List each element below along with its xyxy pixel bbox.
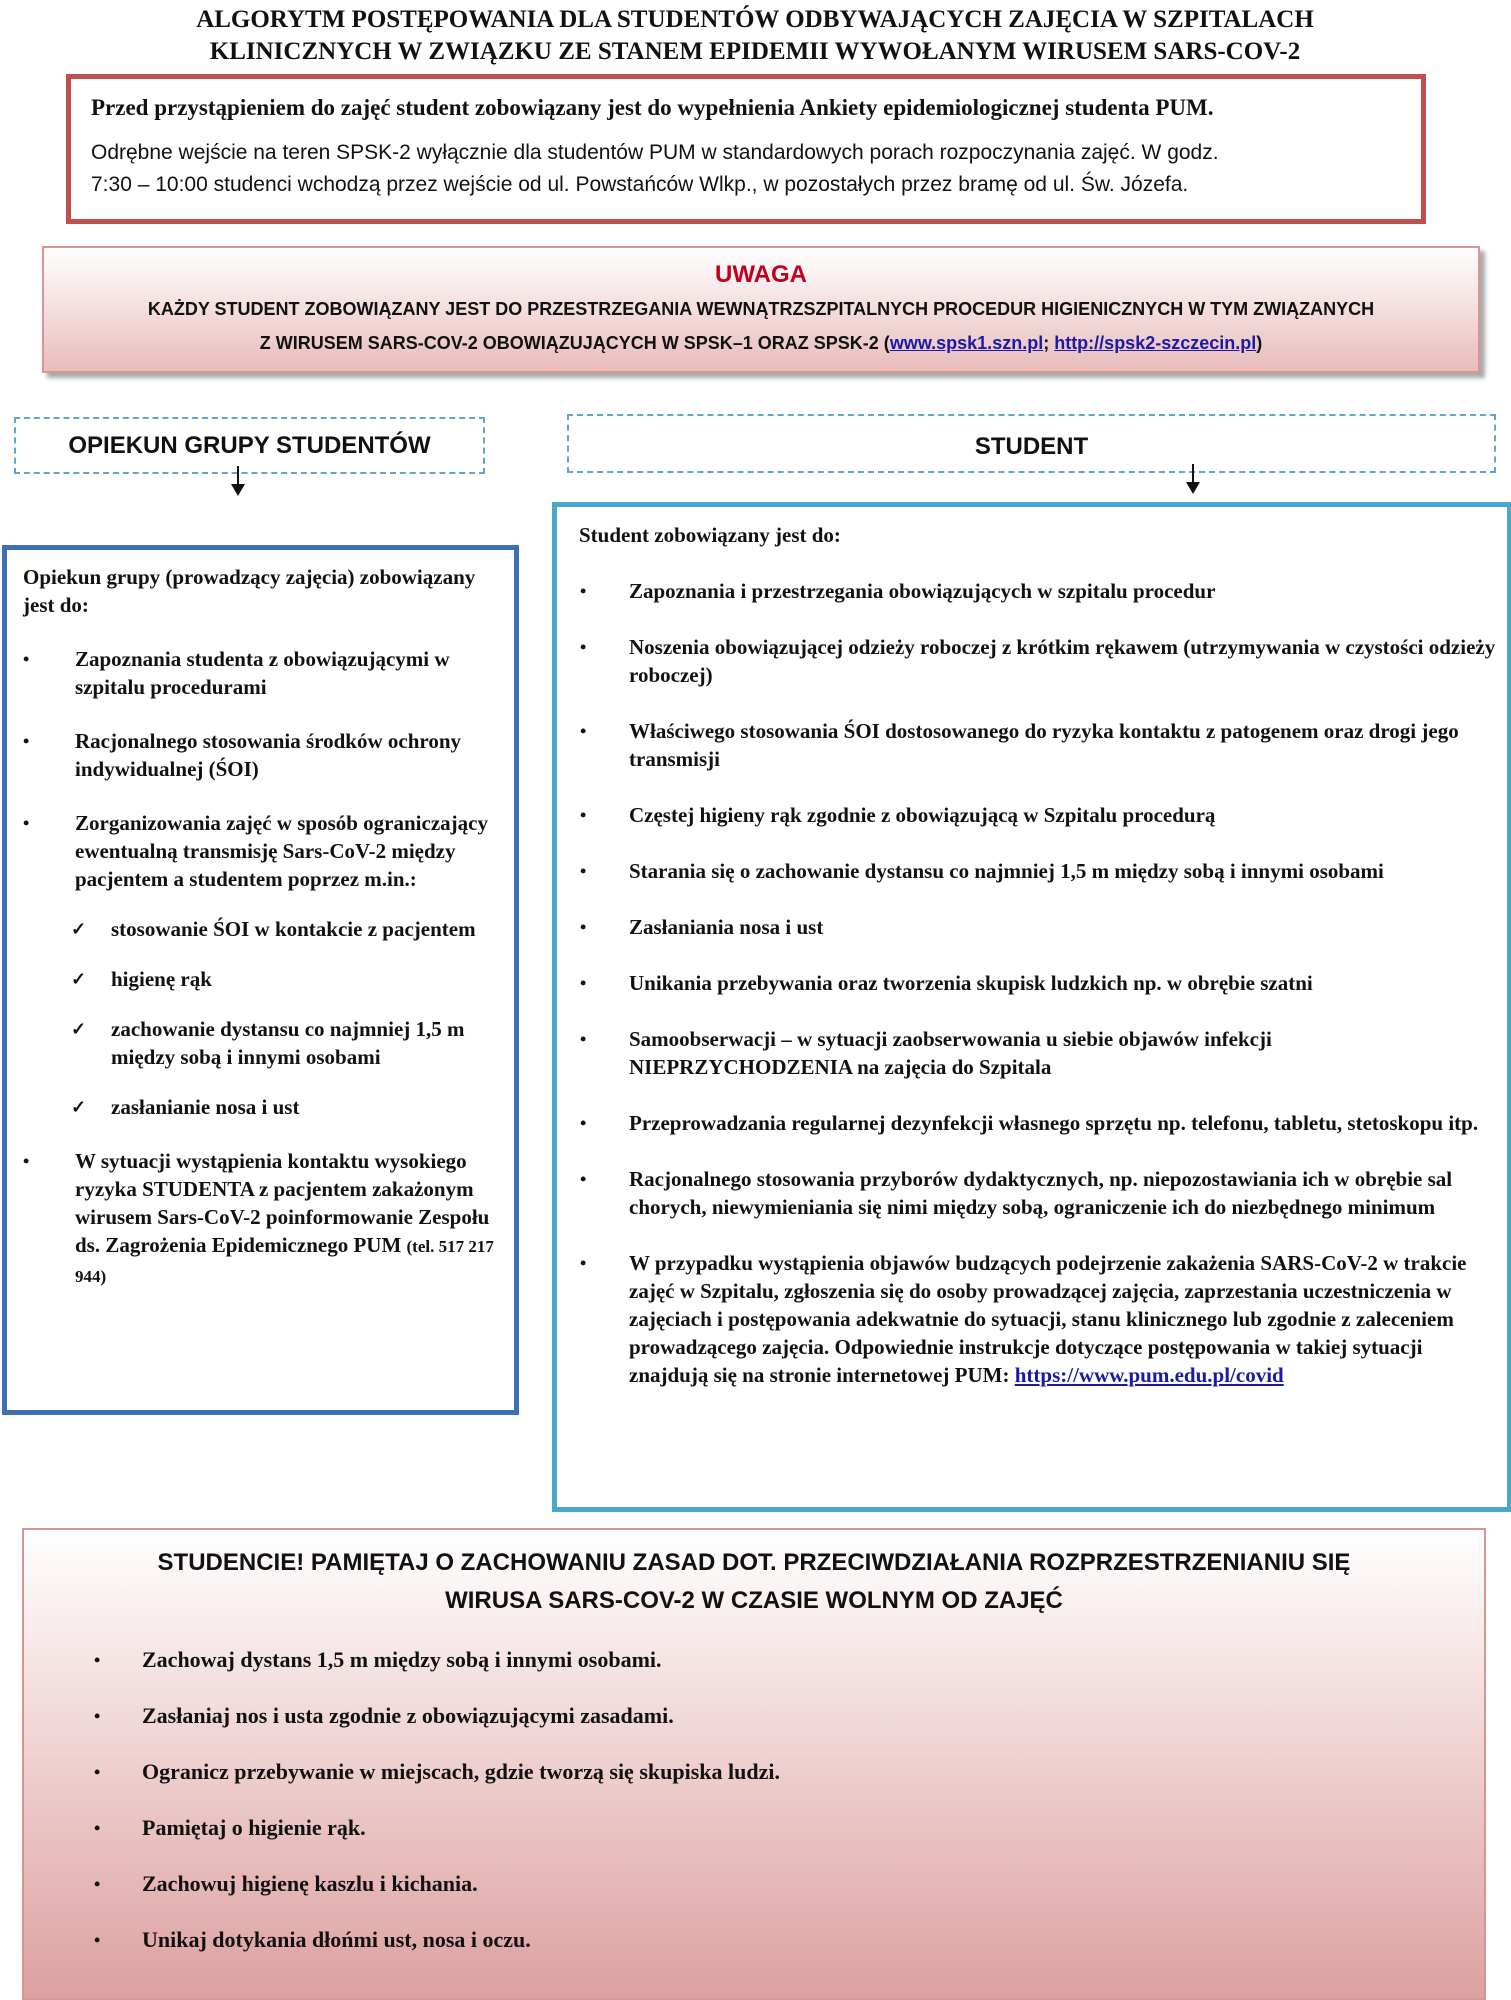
intro-entrance-line-2: 7:30 – 10:00 studenci wchodzą przez wejście od ul. Powstańców Wlkp., w pozostałych przez bramę od ul. Św. Józefa. xyxy=(91,173,1189,196)
contact-phone: (tel. 517 217 944) xyxy=(75,1237,494,1286)
bullet-icon: • xyxy=(94,1818,101,1838)
check-item: ✓ zachowanie dystansu co najmniej 1,5 m między sobą i innymi osobami xyxy=(71,1017,465,1069)
check-item: ✓ stosowanie ŚOI w kontakcie z pacjentem xyxy=(71,917,476,941)
bullet-icon: • xyxy=(580,721,587,741)
list-item: • Unikania przebywania oraz tworzenia skupisk ludzkich np. w obrębie szatni xyxy=(580,971,1313,995)
bullet-icon: • xyxy=(580,1169,587,1189)
list-item: • W sytuacji wystąpienia kontaktu wysokiego ryzyka STUDENTA z pacjentem zakażonym wirusem Sars-CoV-2 poinformowanie Zespołu ds. Zagrożenia Epidemicznego PUM (tel. 517 217 944) xyxy=(23,1149,494,1286)
list-item: • Zapoznania studenta z obowiązującymi w szpitalu procedurami xyxy=(23,647,450,699)
bullet-icon: • xyxy=(94,1650,101,1670)
title-line-1: ALGORYTM POSTĘPOWANIA DLA STUDENTÓW ODBYWAJĄCYCH ZAJĘCIA W SZPITALACH xyxy=(196,6,1314,33)
list-item: • Noszenia obowiązującej odzieży roboczej z krótkim rękawem (utrzymywania w czystości odzieży roboczej) xyxy=(580,635,1496,687)
free-time-heading-line-1: STUDENCIE! PAMIĘTAJ O ZACHOWANIU ZASAD DOT. PRZECIWDZIAŁANIA ROZPRZESTRZENIANIU SIĘ xyxy=(157,1549,1351,1576)
list-item: • Zasłaniaj nos i usta zgodnie z obowiązującymi zasadami. xyxy=(24,1700,1484,1732)
student-header: STUDENT xyxy=(567,414,1496,473)
check-item: ✓ zasłanianie nosa i ust xyxy=(71,1095,300,1119)
warning-line-2-suffix: ) xyxy=(1256,333,1263,353)
bullet-icon: • xyxy=(94,1874,101,1894)
list-item: • Zorganizowania zajęć w sposób ograniczający ewentualną transmisję Sars-CoV-2 między pacjentem a studentem poprzez m.in.: xyxy=(23,811,488,891)
bullet-icon: • xyxy=(580,973,587,993)
supervisor-duties-box xyxy=(2,545,519,1415)
checkmark-icon: ✓ xyxy=(71,1019,87,1039)
pum-covid-link[interactable]: https://www.pum.edu.pl/covid xyxy=(1014,1363,1284,1387)
checkmark-icon: ✓ xyxy=(71,1097,87,1117)
bullet-icon: • xyxy=(580,917,587,937)
free-time-heading xyxy=(24,1544,1484,1620)
group-supervisor-header: OPIEKUN GRUPY STUDENTÓW xyxy=(14,417,485,474)
intro-box xyxy=(66,74,1426,224)
list-item: • Właściwego stosowania ŚOI dostosowanego do ryzyka kontaktu z patogenem oraz drogi jego transmisji xyxy=(580,719,1459,771)
bullet-icon: • xyxy=(23,731,30,751)
free-time-rules-box xyxy=(22,1528,1486,2000)
bullet-icon: • xyxy=(580,1253,587,1273)
bullet-icon: • xyxy=(580,805,587,825)
bullet-icon: • xyxy=(580,861,587,881)
warning-text xyxy=(44,292,1478,360)
bullet-icon: • xyxy=(23,649,30,669)
bullet-icon: • xyxy=(580,637,587,657)
supervisor-duties-list xyxy=(23,645,504,1291)
title-line-2: KLINICZNYCH W ZWIĄZKU ZE STANEM EPIDEMII WYWOŁANYM WIRUSEM SARS-COV-2 xyxy=(209,38,1301,65)
left-arrow-line xyxy=(237,466,239,486)
list-item: • Zachowaj dystans 1,5 m między sobą i innymi osobami. xyxy=(24,1644,1484,1676)
list-item: • Ogranicz przebywanie w miejscach, gdzie tworzą się skupiska ludzi. xyxy=(24,1756,1484,1788)
bullet-icon: • xyxy=(94,1706,101,1726)
check-item: ✓ higienę rąk xyxy=(71,967,212,991)
spsk1-link[interactable]: www.spsk1.szn.pl xyxy=(889,333,1044,353)
warning-box xyxy=(42,246,1480,373)
free-time-heading-line-2: WIRUSA SARS-COV-2 W CZASIE WOLNYM OD ZAJĘĆ xyxy=(445,1587,1063,1614)
free-time-rules-list xyxy=(24,1644,1484,1956)
link-separator: ; xyxy=(1043,333,1055,353)
spsk2-link[interactable]: http://spsk2-szczecin.pl xyxy=(1054,333,1257,353)
list-item: • Zapoznania i przestrzegania obowiązujących w szpitalu procedur xyxy=(580,579,1216,603)
list-item: • Pamiętaj o higienie rąk. xyxy=(24,1812,1484,1844)
list-item: • Przeprowadzania regularnej dezynfekcji własnego sprzętu np. telefonu, tabletu, stetoskopu itp. xyxy=(580,1111,1479,1135)
bullet-icon: • xyxy=(580,1029,587,1049)
list-item: • W przypadku wystąpienia objawów budzących podejrzenie zakażenia SARS-CoV-2 w trakcie zajęć w Szpitalu, zgłoszenia się do osoby prowadzącej zajęcia, zaprzestania uczestniczenia w zajęciach i postępowania adekwatnie do sytuacji, stanu klinicznego lub zgodnie z zaleceniem prowadzącego zajęcia. Odpowiednie instrukcje dotyczące postępowania w takiej sytuacji znajdują się na stronie internetowej PUM: https://www.pum.edu.pl/covid xyxy=(580,1251,1467,1387)
arrow-down-icon xyxy=(231,484,245,496)
page-title xyxy=(60,4,1450,68)
list-item: • Racjonalnego stosowania przyborów dydaktycznych, np. niepozostawiania ich w obrębie sal chorych, niewymieniania się nimi między sobą, ograniczenie ich do niezbędnego minimum xyxy=(580,1167,1453,1219)
checkmark-icon: ✓ xyxy=(71,969,87,989)
bullet-icon: • xyxy=(23,1151,30,1171)
warning-heading: UWAGA xyxy=(715,261,807,288)
list-item: • Starania się o zachowanie dystansu co najmniej 1,5 m między sobą i innymi osobami xyxy=(580,859,1384,883)
bullet-icon: • xyxy=(94,1762,101,1782)
bullet-icon: • xyxy=(94,1930,101,1950)
bullet-icon: • xyxy=(23,813,30,833)
list-item: • Zachowuj higienę kaszlu i kichania. xyxy=(24,1868,1484,1900)
bullet-icon: • xyxy=(580,1113,587,1133)
arrow-down-icon xyxy=(1186,482,1200,494)
student-lead: Student zobowiązany jest do: xyxy=(579,523,841,547)
list-item: • Zasłaniania nosa i ust xyxy=(580,915,824,939)
list-item: • Częstej higieny rąk zgodnie z obowiązującą w Szpitalu procedurą xyxy=(580,803,1216,827)
warning-line-2-prefix: Z WIRUSEM SARS-COV-2 OBOWIĄZUJĄCYCH W SPSK–1 ORAZ SPSK-2 ( xyxy=(259,333,890,353)
right-arrow-line xyxy=(1192,464,1194,484)
list-item: • Samoobserwacji – w sytuacji zaobserwowania u siebie objawów infekcji NIEPRZYCHODZENIA na zajęcia do Szpitala xyxy=(580,1027,1272,1079)
bullet-icon: • xyxy=(580,581,587,601)
warning-line-1: KAŻDY STUDENT ZOBOWIĄZANY JEST DO PRZESTRZEGANIA WEWNĄTRZSZPITALNYCH PROCEDUR HIGIENICZNYCH W TYM ZWIĄZANYCH xyxy=(147,299,1375,319)
student-duties-box xyxy=(552,502,1511,1512)
intro-entrance-line-1: Odrębne wejście na teren SPSK-2 wyłącznie dla studentów PUM w standardowych porach rozpoczynania zajęć. W godz. xyxy=(91,141,1219,164)
student-duties-list xyxy=(579,577,1497,1389)
list-item: • Unikaj dotykania dłońmi ust, nosa i oczu. xyxy=(24,1924,1484,1956)
list-item: • Racjonalnego stosowania środków ochrony indywidualnej (ŚOI) xyxy=(23,729,462,781)
supervisor-lead: Opiekun grupy (prowadzący zajęcia) zobowiązany jest do: xyxy=(23,565,476,617)
warning-line-2 xyxy=(44,326,1478,360)
checkmark-icon: ✓ xyxy=(71,919,87,939)
intro-survey-notice: Przed przystąpieniem do zajęć student zobowiązany jest do wypełnienia Ankiety epidemiologicznej studenta PUM. xyxy=(91,95,1214,120)
